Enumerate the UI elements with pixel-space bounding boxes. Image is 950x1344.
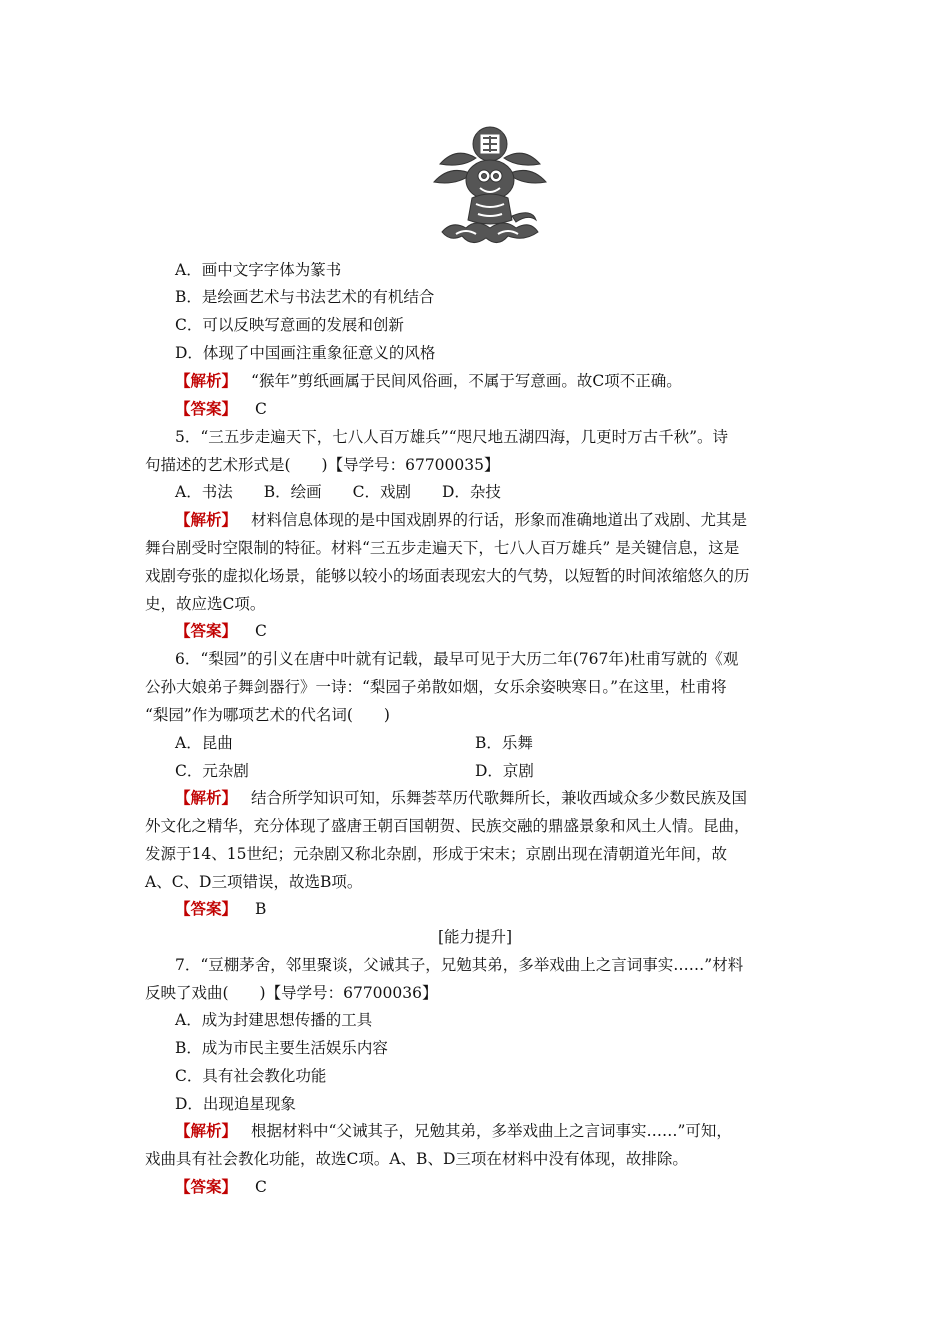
section-heading: [能力提升] [437, 928, 513, 946]
answer-label: 【答案】 [175, 899, 238, 918]
answer-label: 【答案】 [175, 1177, 238, 1196]
q5-options: A．书法 B．绘画 C．戏剧 D．杂技 [175, 483, 501, 501]
q5-stem-line1: 5．“三五步走遍天下，七八人百万雄兵”“咫尺地五湖四海，几更时万古千秋”。诗 [175, 428, 729, 446]
q6-option-c: C．元杂剧 [175, 762, 249, 780]
answer-label: 【答案】 [175, 621, 238, 640]
q6-stem-line3: “梨园”作为哪项艺术的代名词( ) [145, 706, 390, 724]
q6-analysis-line1: 【解析】 结合所学知识可知，乐舞荟萃历代歌舞所长，兼收西域众多少数民族及国 [175, 788, 748, 807]
q4-option-b: B．是绘画艺术与书法艺术的有机结合 [175, 288, 435, 306]
q7-stem-line2: 反映了戏曲( )【导学号：67700036】 [145, 984, 438, 1002]
q6-option-d: D．京剧 [475, 762, 534, 780]
q5-stem-line2: 句描述的艺术形式是( )【导学号：67700035】 [145, 456, 500, 474]
analysis-label: 【解析】 [175, 788, 238, 807]
q7-option-a: A．成为封建思想传播的工具 [175, 1011, 373, 1029]
q6-answer: 【答案】 B [175, 899, 267, 918]
analysis-label: 【解析】 [175, 510, 238, 529]
q6-analysis-line3: 发源于14、15世纪；元杂剧又称北杂剧，形成于宋末；京剧出现在清朝道光年间，故 [145, 845, 727, 863]
q7-option-c: C．具有社会教化功能 [175, 1067, 327, 1085]
analysis-label: 【解析】 [175, 1121, 238, 1140]
monkey-papercut-icon [432, 124, 548, 252]
q6-option-b: B．乐舞 [475, 734, 533, 752]
q6-analysis-line2: 外文化之精华，充分体现了盛唐王朝百国朝贺、民族交融的鼎盛景象和风土人情。昆曲， [145, 817, 750, 835]
q4-answer: 【答案】 C [175, 399, 267, 418]
q6-option-a: A．昆曲 [175, 734, 233, 752]
q5-analysis-line1: 【解析】 材料信息体现的是中国戏剧界的行话，形象而准确地道出了戏剧、尤其是 [175, 510, 748, 529]
q7-option-d: D．出现追星现象 [175, 1095, 296, 1113]
q5-analysis-line2: 舞台剧受时空限制的特征。材料“三五步走遍天下，七八人百万雄兵” 是关键信息，这是 [145, 539, 740, 557]
q7-option-b: B．成为市民主要生活娱乐内容 [175, 1039, 388, 1057]
q4-analysis: 【解析】 “猴年”剪纸画属于民间风俗画，不属于写意画。故C项不正确。 [175, 371, 682, 390]
q6-options-row2 [175, 761, 840, 781]
q6-analysis-line4: A、C、D三项错误，故选B项。 [145, 873, 363, 891]
answer-label: 【答案】 [175, 399, 238, 418]
q7-analysis-line2: 戏曲具有社会教化功能，故选C项。A、B、D三项在材料中没有体现，故排除。 [145, 1150, 688, 1168]
q5-answer: 【答案】 C [175, 621, 267, 640]
q5-analysis-line4: 史，故应选C项。 [145, 595, 266, 613]
q4-option-c: C．可以反映写意画的发展和创新 [175, 316, 404, 334]
q7-analysis-line1: 【解析】 根据材料中“父诫其子，兄勉其弟，多举戏曲上之言词事实……”可知， [175, 1121, 732, 1140]
q4-option-a: A．画中文字字体为篆书 [175, 261, 342, 279]
q6-stem-line2: 公孙大娘弟子舞剑器行》一诗：“梨园子弟散如烟，女乐余姿映寒日。”在这里，杜甫将 [145, 678, 727, 696]
q4-option-d: D．体现了中国画注重象征意义的风格 [175, 344, 436, 362]
q7-answer: 【答案】 C [175, 1177, 267, 1196]
q6-options-row1 [175, 733, 840, 753]
q6-stem-line1: 6．“梨园”的引义在唐中叶就有记载，最早可见于大历二年(767年)杜甫写就的《观 [175, 650, 739, 668]
q5-analysis-line3: 戏剧夸张的虚拟化场景，能够以较小的场面表现宏大的气势，以短暂的时间浓缩悠久的历 [145, 567, 750, 585]
q7-stem-line1: 7．“豆棚茅舍，邻里聚谈，父诫其子，兄勉其弟，多举戏曲上之言词事实……”材料 [175, 956, 744, 974]
analysis-label: 【解析】 [175, 371, 238, 390]
